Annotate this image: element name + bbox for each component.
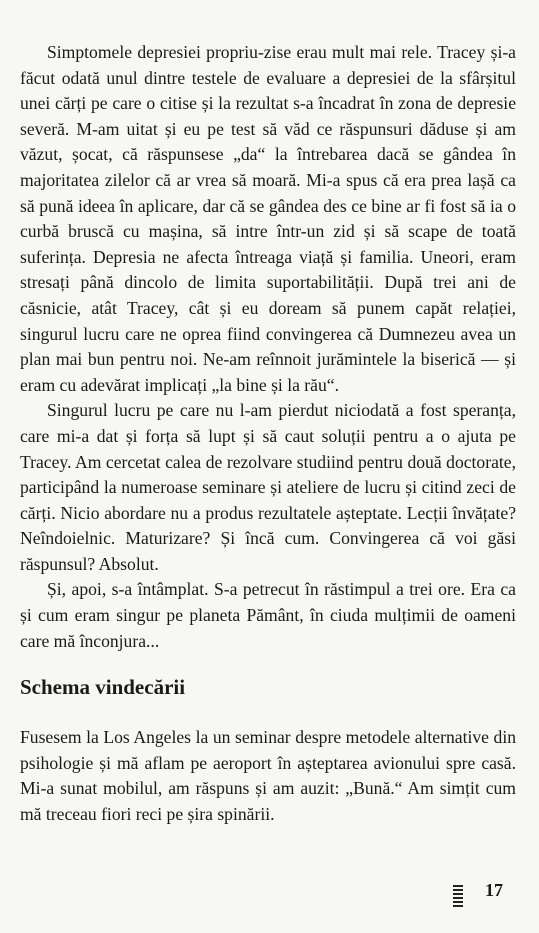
paragraph-2: Singurul lucru pe care nu l-am pierdut niciodată a fost speranța, care mi-a dat și forța să lupt și să caut soluții pentru a o ajuta pe Tracey. Am cercetat calea de rezolvare studiind pentru două doctorate, participând la numeroase seminare și ateliere de lucru și citind zeci de cărți. Nicio abordare nu a produs rezultatele așteptate. Lecții învățate? Neîndoielnic. Maturizare? Și încă cum. Convingerea că voi găsi răspunsul? Absolut. (20, 400, 516, 574)
paragraph-3: Și, apoi, s-a întâmplat. S-a petrecut în răstimpul a trei ore. Era ca și cum eram singur pe planeta Pământ, în ciuda mulțimii de oameni care mă înconjura... (20, 579, 516, 651)
page-number: 17 (485, 880, 503, 900)
body-text (20, 40, 516, 654)
footer-ornament-icon (453, 885, 463, 907)
paragraph-4: Fusesem la Los Angeles la un seminar despre metodele alternative din psihologie și mă aflam pe aeroport în așteptarea avionului spre casă. Mi-a sunat mobilul, am răspuns și am auzit: „Bună.“ Am simțit cum mă treceau fiori reci pe șira spinării. (20, 727, 516, 824)
paragraph-1: Simptomele depresiei propriu-zise erau mult mai rele. Tracey și-a făcut odată unul dintre testele de evaluare a depresiei de la sfârșitul unei cărți pe care o citise și la rezultat s-a încadrat în zona de depresie severă. M-am uitat și eu pe test să văd ce răspunsuri dăduse și am văzut, șocat, că răspunsese „da“ la întrebarea dacă se gândea în majoritatea zilelor că ar vrea să moară. Mi-a spus că era prea lașă ca să pună ideea în aplicare, dar că se gândea des ce bine ar fi fost să ia o curbă bruscă cu mașina, să intre într-un zid și să scape de toată suferința. Depresia ne afecta întreaga viață și familia. Uneori, eram stresați până dincolo de limita suportabilității. După trei ani de căsnicie, atât Tracey, cât și eu doream să punem capăt relației, singurul lucru care ne oprea fiind convingerea că Dumnezeu avea un plan mai bun pentru noi. Ne-am reînnoit jurămintele la biserică — și eram cu adevărat implicați „la bine și la rău“. (20, 42, 516, 395)
section-heading: Schema vindecării (20, 675, 186, 699)
section-body (20, 725, 516, 827)
